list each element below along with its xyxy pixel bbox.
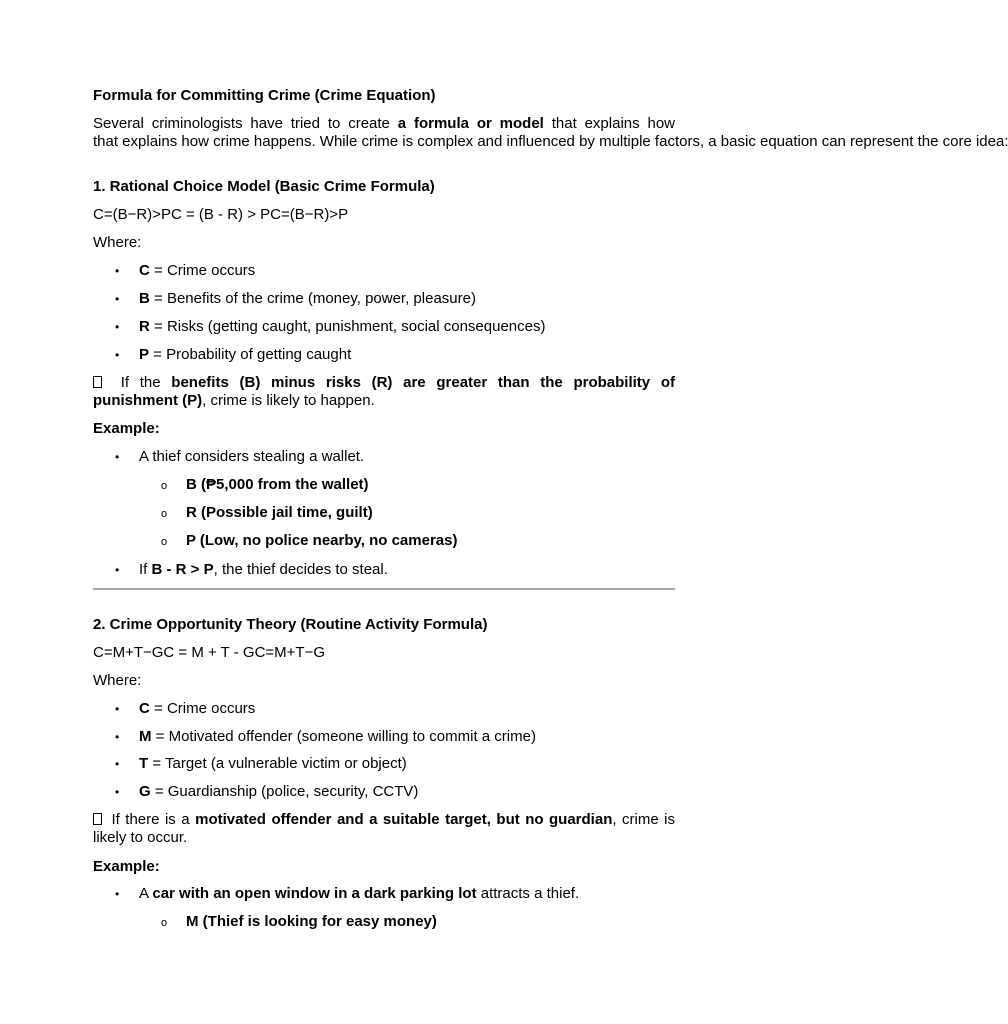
- bullet-icon: •: [115, 887, 120, 901]
- missing-glyph-icon: [93, 376, 102, 388]
- bullet-icon: •: [115, 702, 120, 716]
- section1-conclusion: If B - R > P, the thief decides to steal.: [139, 561, 388, 578]
- list-item: G = Guardianship (police, security, CCTV): [139, 783, 419, 800]
- list-item: T = Target (a vulnerable victim or object): [139, 755, 407, 772]
- example-subitem: R (Possible jail time, guilt): [186, 504, 373, 521]
- bullet-icon: •: [115, 757, 120, 771]
- intro-paragraph: Several criminologists have tried to create a formula or model that explains how that explains how crime happens. While crime is complex and influenced by multiple factors, a basic equation can represent the core idea:: [93, 115, 1008, 150]
- sub-bullet-icon: o: [161, 508, 168, 520]
- example-subitem: M (Thief is looking for easy money): [186, 913, 437, 930]
- section2-formula: C=M+T−GC = M + T - GC=M+T−G: [93, 644, 326, 661]
- example-subitem: B (₱5,000 from the wallet): [186, 476, 369, 493]
- bullet-icon: •: [115, 292, 120, 306]
- sub-bullet-icon: o: [161, 917, 168, 929]
- section1-example-label: Example:: [93, 420, 160, 437]
- bullet-icon: •: [115, 785, 120, 799]
- bullet-icon: •: [115, 348, 120, 362]
- example-item: A car with an open window in a dark parking lot attracts a thief.: [139, 885, 580, 902]
- list-item: R = Risks (getting caught, punishment, social consequences): [139, 318, 546, 335]
- list-item: P = Probability of getting caught: [139, 346, 352, 363]
- list-item: B = Benefits of the crime (money, power, pleasure): [139, 290, 476, 307]
- section1-heading: 1. Rational Choice Model (Basic Crime Formula): [93, 178, 435, 195]
- list-item: C = Crime occurs: [139, 700, 256, 717]
- bullet-icon: •: [115, 264, 120, 278]
- sub-bullet-icon: o: [161, 480, 168, 492]
- section2-heading: 2. Crime Opportunity Theory (Routine Activity Formula): [93, 616, 488, 633]
- section2-example-label: Example:: [93, 858, 160, 875]
- section1-note: If the benefits (B) minus risks (R) are greater than the probability of punishment (P), crime is likely to happen.: [93, 374, 675, 409]
- example-item: A thief considers stealing a wallet.: [139, 448, 365, 465]
- document-title: Formula for Committing Crime (Crime Equation): [93, 87, 436, 104]
- bullet-icon: •: [115, 320, 120, 334]
- example-subitem: P (Low, no police nearby, no cameras): [186, 532, 458, 549]
- bullet-icon: •: [115, 563, 120, 577]
- section1-where: Where:: [93, 234, 142, 251]
- sub-bullet-icon: o: [161, 536, 168, 548]
- intro-bold: a formula or model: [397, 115, 544, 132]
- intro-text-2: that explains how crime happens. While crime is complex and influenced by multiple factors, a basic equation can represent the core idea:: [93, 133, 1008, 150]
- bullet-icon: •: [115, 730, 120, 744]
- list-item: C = Crime occurs: [139, 262, 256, 279]
- list-item: M = Motivated offender (someone willing to commit a crime): [139, 728, 536, 745]
- missing-glyph-icon: [93, 813, 102, 825]
- section2-where: Where:: [93, 672, 142, 689]
- bullet-icon: •: [115, 450, 120, 464]
- horizontal-divider: [93, 588, 675, 590]
- section1-formula: C=(B−R)>PC = (B - R) > PC=(B−R)>P: [93, 206, 349, 223]
- intro-text-1: Several criminologists have tried to create: [93, 115, 398, 132]
- section2-note: If there is a motivated offender and a suitable target, but no guardian, crime is likely to occur.: [93, 811, 675, 846]
